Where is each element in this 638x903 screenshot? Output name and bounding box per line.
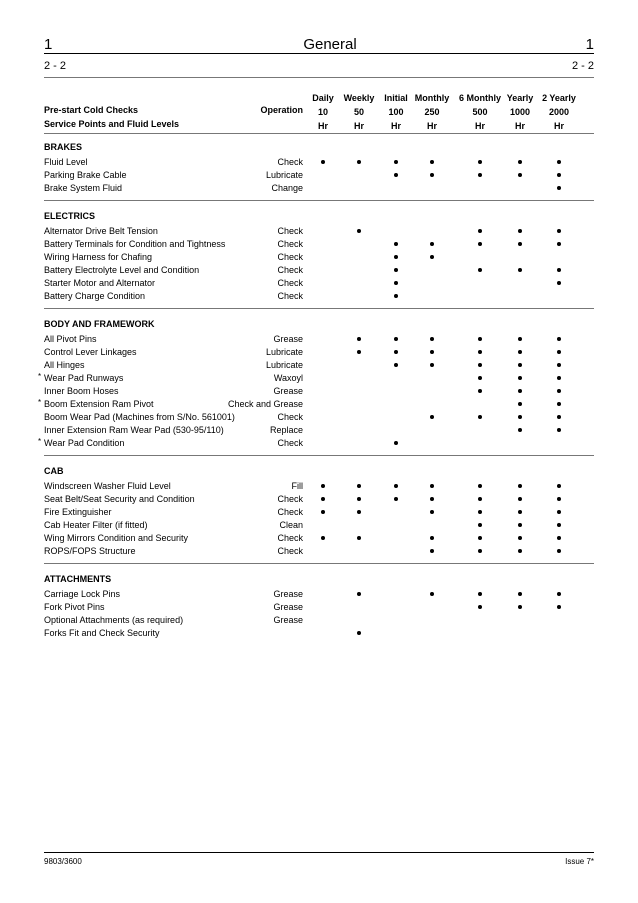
service-point-label: Fluid Level	[44, 157, 88, 167]
interval-check-dot	[478, 497, 482, 501]
interval-check-dot	[430, 415, 434, 419]
interval-check-dot	[557, 376, 561, 380]
service-point-label: Wiring Harness for Chafing	[44, 252, 153, 262]
service-point-label: Starter Motor and Alternator	[44, 278, 156, 288]
document-number: 9803/3600	[44, 857, 82, 866]
schedule-row	[0, 346, 638, 359]
interval-check-dot	[394, 268, 398, 272]
interval-check-dot	[557, 229, 561, 233]
interval-check-dot	[478, 549, 482, 553]
interval-check-dot	[478, 242, 482, 246]
section-title: BRAKES	[44, 142, 83, 152]
service-point-label: Inner Extension Ram Wear Pad (530-95/110)	[44, 425, 224, 435]
interval-check-dot	[518, 428, 522, 432]
interval-check-dot	[518, 497, 522, 501]
schedule-row	[0, 627, 638, 640]
interval-check-dot	[557, 186, 561, 190]
interval-check-dot	[478, 173, 482, 177]
operation-label: Check	[277, 438, 303, 448]
interval-check-dot	[518, 592, 522, 596]
operation-label: Check	[277, 494, 303, 504]
interval-check-dot	[394, 281, 398, 285]
schedule-row	[0, 290, 638, 303]
service-point-label: Battery Charge Condition	[44, 291, 146, 301]
interval-header-line3: Hr	[514, 121, 525, 131]
interval-check-dot	[430, 242, 434, 246]
interval-check-dot	[430, 536, 434, 540]
interval-check-dot	[478, 350, 482, 354]
operation-column-header: Operation	[260, 105, 303, 115]
interval-check-dot	[518, 160, 522, 164]
interval-check-dot	[357, 497, 361, 501]
interval-check-dot	[357, 350, 361, 354]
table-title: Pre-start Cold Checks	[44, 105, 139, 115]
schedule-row	[0, 614, 638, 627]
interval-check-dot	[321, 484, 325, 488]
interval-check-dot	[430, 549, 434, 553]
operation-label: Check and Grease	[227, 399, 303, 409]
interval-check-dot	[430, 337, 434, 341]
operation-label: Check	[277, 546, 303, 556]
operation-label: Check	[277, 412, 303, 422]
interval-check-dot	[518, 484, 522, 488]
interval-check-dot	[557, 428, 561, 432]
interval-check-dot	[394, 160, 398, 164]
table-subtitle: Service Points and Fluid Levels	[44, 119, 180, 129]
operation-label: Check	[277, 265, 303, 275]
interval-header-line2: 500	[472, 107, 488, 117]
section-number-right: 1	[585, 36, 594, 53]
interval-check-dot	[557, 173, 561, 177]
interval-check-dot	[478, 389, 482, 393]
schedule-row	[0, 398, 638, 411]
operation-label: Grease	[273, 615, 303, 625]
interval-check-dot	[430, 173, 434, 177]
interval-header-line2: 2000	[548, 107, 570, 117]
operation-label: Clean	[279, 520, 303, 530]
footer-divider	[44, 852, 594, 853]
schedule-row	[0, 601, 638, 614]
schedule-row	[0, 493, 638, 506]
interval-check-dot	[518, 389, 522, 393]
interval-check-dot	[518, 605, 522, 609]
interval-check-dot	[357, 510, 361, 514]
interval-check-dot	[557, 402, 561, 406]
interval-check-dot	[321, 497, 325, 501]
interval-check-dot	[394, 242, 398, 246]
interval-check-dot	[557, 592, 561, 596]
interval-check-dot	[557, 337, 561, 341]
interval-check-dot	[478, 523, 482, 527]
interval-check-dot	[557, 363, 561, 367]
interval-check-dot	[357, 536, 361, 540]
interval-check-dot	[321, 510, 325, 514]
schedule-row	[0, 372, 638, 385]
interval-check-dot	[430, 350, 434, 354]
service-point-label: ROPS/FOPS Structure	[44, 546, 136, 556]
interval-check-dot	[557, 268, 561, 272]
service-point-label: Battery Electrolyte Level and Condition	[44, 265, 200, 275]
interval-check-dot	[394, 255, 398, 259]
interval-check-dot	[557, 536, 561, 540]
interval-header-line1: Initial	[384, 93, 408, 103]
interval-header-line2: 100	[388, 107, 404, 117]
page-title: General	[303, 36, 357, 53]
schedule-row	[0, 277, 638, 290]
interval-header-line1: 6 Monthly	[459, 93, 501, 103]
interval-check-dot	[478, 415, 482, 419]
interval-check-dot	[518, 510, 522, 514]
interval-check-dot	[321, 160, 325, 164]
operation-label: Check	[277, 252, 303, 262]
service-point-label: Windscreen Washer Fluid Level	[44, 481, 171, 491]
interval-check-dot	[518, 536, 522, 540]
interval-check-dot	[518, 229, 522, 233]
service-point-label: Brake System Fluid	[44, 183, 123, 193]
service-point-label: Boom Extension Ram Pivot	[44, 399, 154, 409]
interval-column-header	[408, 91, 456, 133]
service-point-label: Alternator Drive Belt Tension	[44, 226, 158, 236]
page-number-left: 2 - 2	[44, 60, 67, 72]
schedule-row	[0, 437, 638, 450]
interval-header-line2: 50	[353, 107, 364, 117]
interval-header-line3: Hr	[553, 121, 564, 131]
section-title: CAB	[44, 466, 64, 476]
interval-check-dot	[357, 484, 361, 488]
section-divider	[44, 563, 594, 564]
interval-check-dot	[518, 415, 522, 419]
service-point-label: Boom Wear Pad (Machines from S/No. 561001)	[44, 412, 235, 422]
service-point-label: Forks Fit and Check Security	[44, 628, 160, 638]
service-point-label: Wear Pad Runways	[44, 373, 124, 383]
interval-header-line2: 10	[317, 107, 328, 117]
interval-check-dot	[518, 268, 522, 272]
service-point-label: Wing Mirrors Condition and Security	[44, 533, 189, 543]
interval-check-dot	[557, 510, 561, 514]
schedule-row	[0, 156, 638, 169]
interval-check-dot	[478, 592, 482, 596]
service-point-label: All Hinges	[44, 360, 85, 370]
schedule-row	[0, 238, 638, 251]
schedule-row	[0, 545, 638, 558]
interval-check-dot	[518, 242, 522, 246]
interval-check-dot	[394, 363, 398, 367]
schedule-row	[0, 333, 638, 346]
interval-check-dot	[357, 160, 361, 164]
interval-check-dot	[518, 376, 522, 380]
interval-header-line1: Monthly	[414, 93, 450, 103]
service-point-label: Seat Belt/Seat Security and Condition	[44, 494, 195, 504]
issue-label: Issue 7*	[565, 857, 594, 866]
header-divider	[44, 53, 594, 54]
section-divider	[44, 455, 594, 456]
interval-check-dot	[478, 484, 482, 488]
interval-check-dot	[557, 415, 561, 419]
schedule-row	[0, 519, 638, 532]
section-divider	[44, 200, 594, 201]
operation-label: Check	[277, 239, 303, 249]
interval-check-dot	[357, 631, 361, 635]
footnote-asterisk: *	[38, 398, 42, 407]
interval-check-dot	[321, 536, 325, 540]
interval-check-dot	[557, 389, 561, 393]
interval-check-dot	[518, 363, 522, 367]
section-title: ELECTRICS	[44, 211, 96, 221]
interval-check-dot	[357, 337, 361, 341]
schedule-row	[0, 385, 638, 398]
operation-label: Change	[271, 183, 303, 193]
interval-check-dot	[518, 350, 522, 354]
interval-check-dot	[430, 255, 434, 259]
interval-column-header	[535, 91, 583, 133]
interval-check-dot	[478, 268, 482, 272]
service-point-label: Wear Pad Condition	[44, 438, 125, 448]
operation-label: Lubricate	[265, 360, 303, 370]
interval-check-dot	[430, 592, 434, 596]
interval-header-line2: 250	[424, 107, 440, 117]
operation-label: Grease	[273, 602, 303, 612]
interval-header-line1: Daily	[312, 93, 334, 103]
schedule-row	[0, 506, 638, 519]
footnote-asterisk: *	[38, 372, 42, 381]
interval-check-dot	[557, 549, 561, 553]
operation-label: Check	[277, 278, 303, 288]
schedule-row	[0, 411, 638, 424]
section-title: BODY AND FRAMEWORK	[44, 319, 155, 329]
interval-check-dot	[430, 510, 434, 514]
schedule-row	[0, 480, 638, 493]
operation-label: Check	[277, 226, 303, 236]
interval-header-line1: Weekly	[343, 93, 375, 103]
service-point-label: Optional Attachments (as required)	[44, 615, 184, 625]
interval-check-dot	[430, 497, 434, 501]
operation-label: Check	[277, 533, 303, 543]
interval-check-dot	[557, 160, 561, 164]
schedule-row	[0, 264, 638, 277]
operation-label: Grease	[273, 334, 303, 344]
service-point-label: Battery Terminals for Condition and Tightness	[44, 239, 226, 249]
operation-label: Lubricate	[265, 347, 303, 357]
interval-check-dot	[357, 592, 361, 596]
interval-check-dot	[518, 523, 522, 527]
interval-check-dot	[394, 350, 398, 354]
interval-check-dot	[557, 523, 561, 527]
operation-label: Fill	[291, 481, 303, 491]
interval-check-dot	[557, 242, 561, 246]
service-point-label: Cab Heater Filter (if fitted)	[44, 520, 148, 530]
interval-check-dot	[518, 337, 522, 341]
subheader-divider	[44, 77, 594, 78]
interval-header-line1: 2 Yearly	[542, 93, 576, 103]
interval-check-dot	[394, 173, 398, 177]
schedule-row	[0, 169, 638, 182]
interval-check-dot	[394, 484, 398, 488]
interval-check-dot	[478, 229, 482, 233]
section-title: ATTACHMENTS	[44, 574, 112, 584]
interval-check-dot	[478, 510, 482, 514]
service-point-label: Inner Boom Hoses	[44, 386, 119, 396]
interval-check-dot	[394, 497, 398, 501]
schedule-row	[0, 182, 638, 195]
section-divider	[44, 308, 594, 309]
interval-check-dot	[478, 376, 482, 380]
service-point-label: Fork Pivot Pins	[44, 602, 105, 612]
schedule-row	[0, 424, 638, 437]
interval-check-dot	[478, 160, 482, 164]
interval-check-dot	[357, 229, 361, 233]
section-number-left: 1	[44, 36, 53, 53]
table-header-divider	[44, 133, 594, 134]
interval-check-dot	[518, 173, 522, 177]
page-number-right: 2 - 2	[571, 60, 594, 72]
schedule-row	[0, 359, 638, 372]
schedule-row	[0, 532, 638, 545]
interval-check-dot	[557, 484, 561, 488]
schedule-row	[0, 588, 638, 601]
interval-check-dot	[478, 605, 482, 609]
schedule-row	[0, 225, 638, 238]
interval-check-dot	[430, 484, 434, 488]
interval-header-line3: Hr	[426, 121, 437, 131]
service-point-label: Carriage Lock Pins	[44, 589, 121, 599]
footnote-asterisk: *	[38, 437, 42, 446]
interval-check-dot	[478, 337, 482, 341]
interval-check-dot	[557, 605, 561, 609]
interval-header-line1: Yearly	[506, 93, 534, 103]
interval-check-dot	[518, 402, 522, 406]
interval-header-line3: Hr	[474, 121, 485, 131]
service-point-label: Control Lever Linkages	[44, 347, 137, 357]
interval-check-dot	[394, 337, 398, 341]
interval-check-dot	[557, 497, 561, 501]
service-point-label: All Pivot Pins	[44, 334, 97, 344]
interval-check-dot	[518, 549, 522, 553]
operation-label: Replace	[269, 425, 303, 435]
interval-header-line3: Hr	[317, 121, 328, 131]
interval-header-line3: Hr	[353, 121, 364, 131]
interval-check-dot	[430, 160, 434, 164]
service-point-label: Parking Brake Cable	[44, 170, 127, 180]
interval-check-dot	[478, 536, 482, 540]
operation-label: Grease	[273, 386, 303, 396]
operation-label: Check	[277, 291, 303, 301]
interval-header-line3: Hr	[390, 121, 401, 131]
interval-check-dot	[394, 441, 398, 445]
operation-label: Check	[277, 157, 303, 167]
interval-check-dot	[557, 350, 561, 354]
interval-check-dot	[430, 363, 434, 367]
operation-label: Check	[277, 507, 303, 517]
interval-header-line2: 1000	[509, 107, 531, 117]
interval-check-dot	[478, 363, 482, 367]
operation-label: Grease	[273, 589, 303, 599]
operation-label: Waxoyl	[273, 373, 303, 383]
interval-check-dot	[557, 281, 561, 285]
service-point-label: Fire Extinguisher	[44, 507, 112, 517]
interval-check-dot	[394, 294, 398, 298]
operation-label: Lubricate	[265, 170, 303, 180]
schedule-row	[0, 251, 638, 264]
